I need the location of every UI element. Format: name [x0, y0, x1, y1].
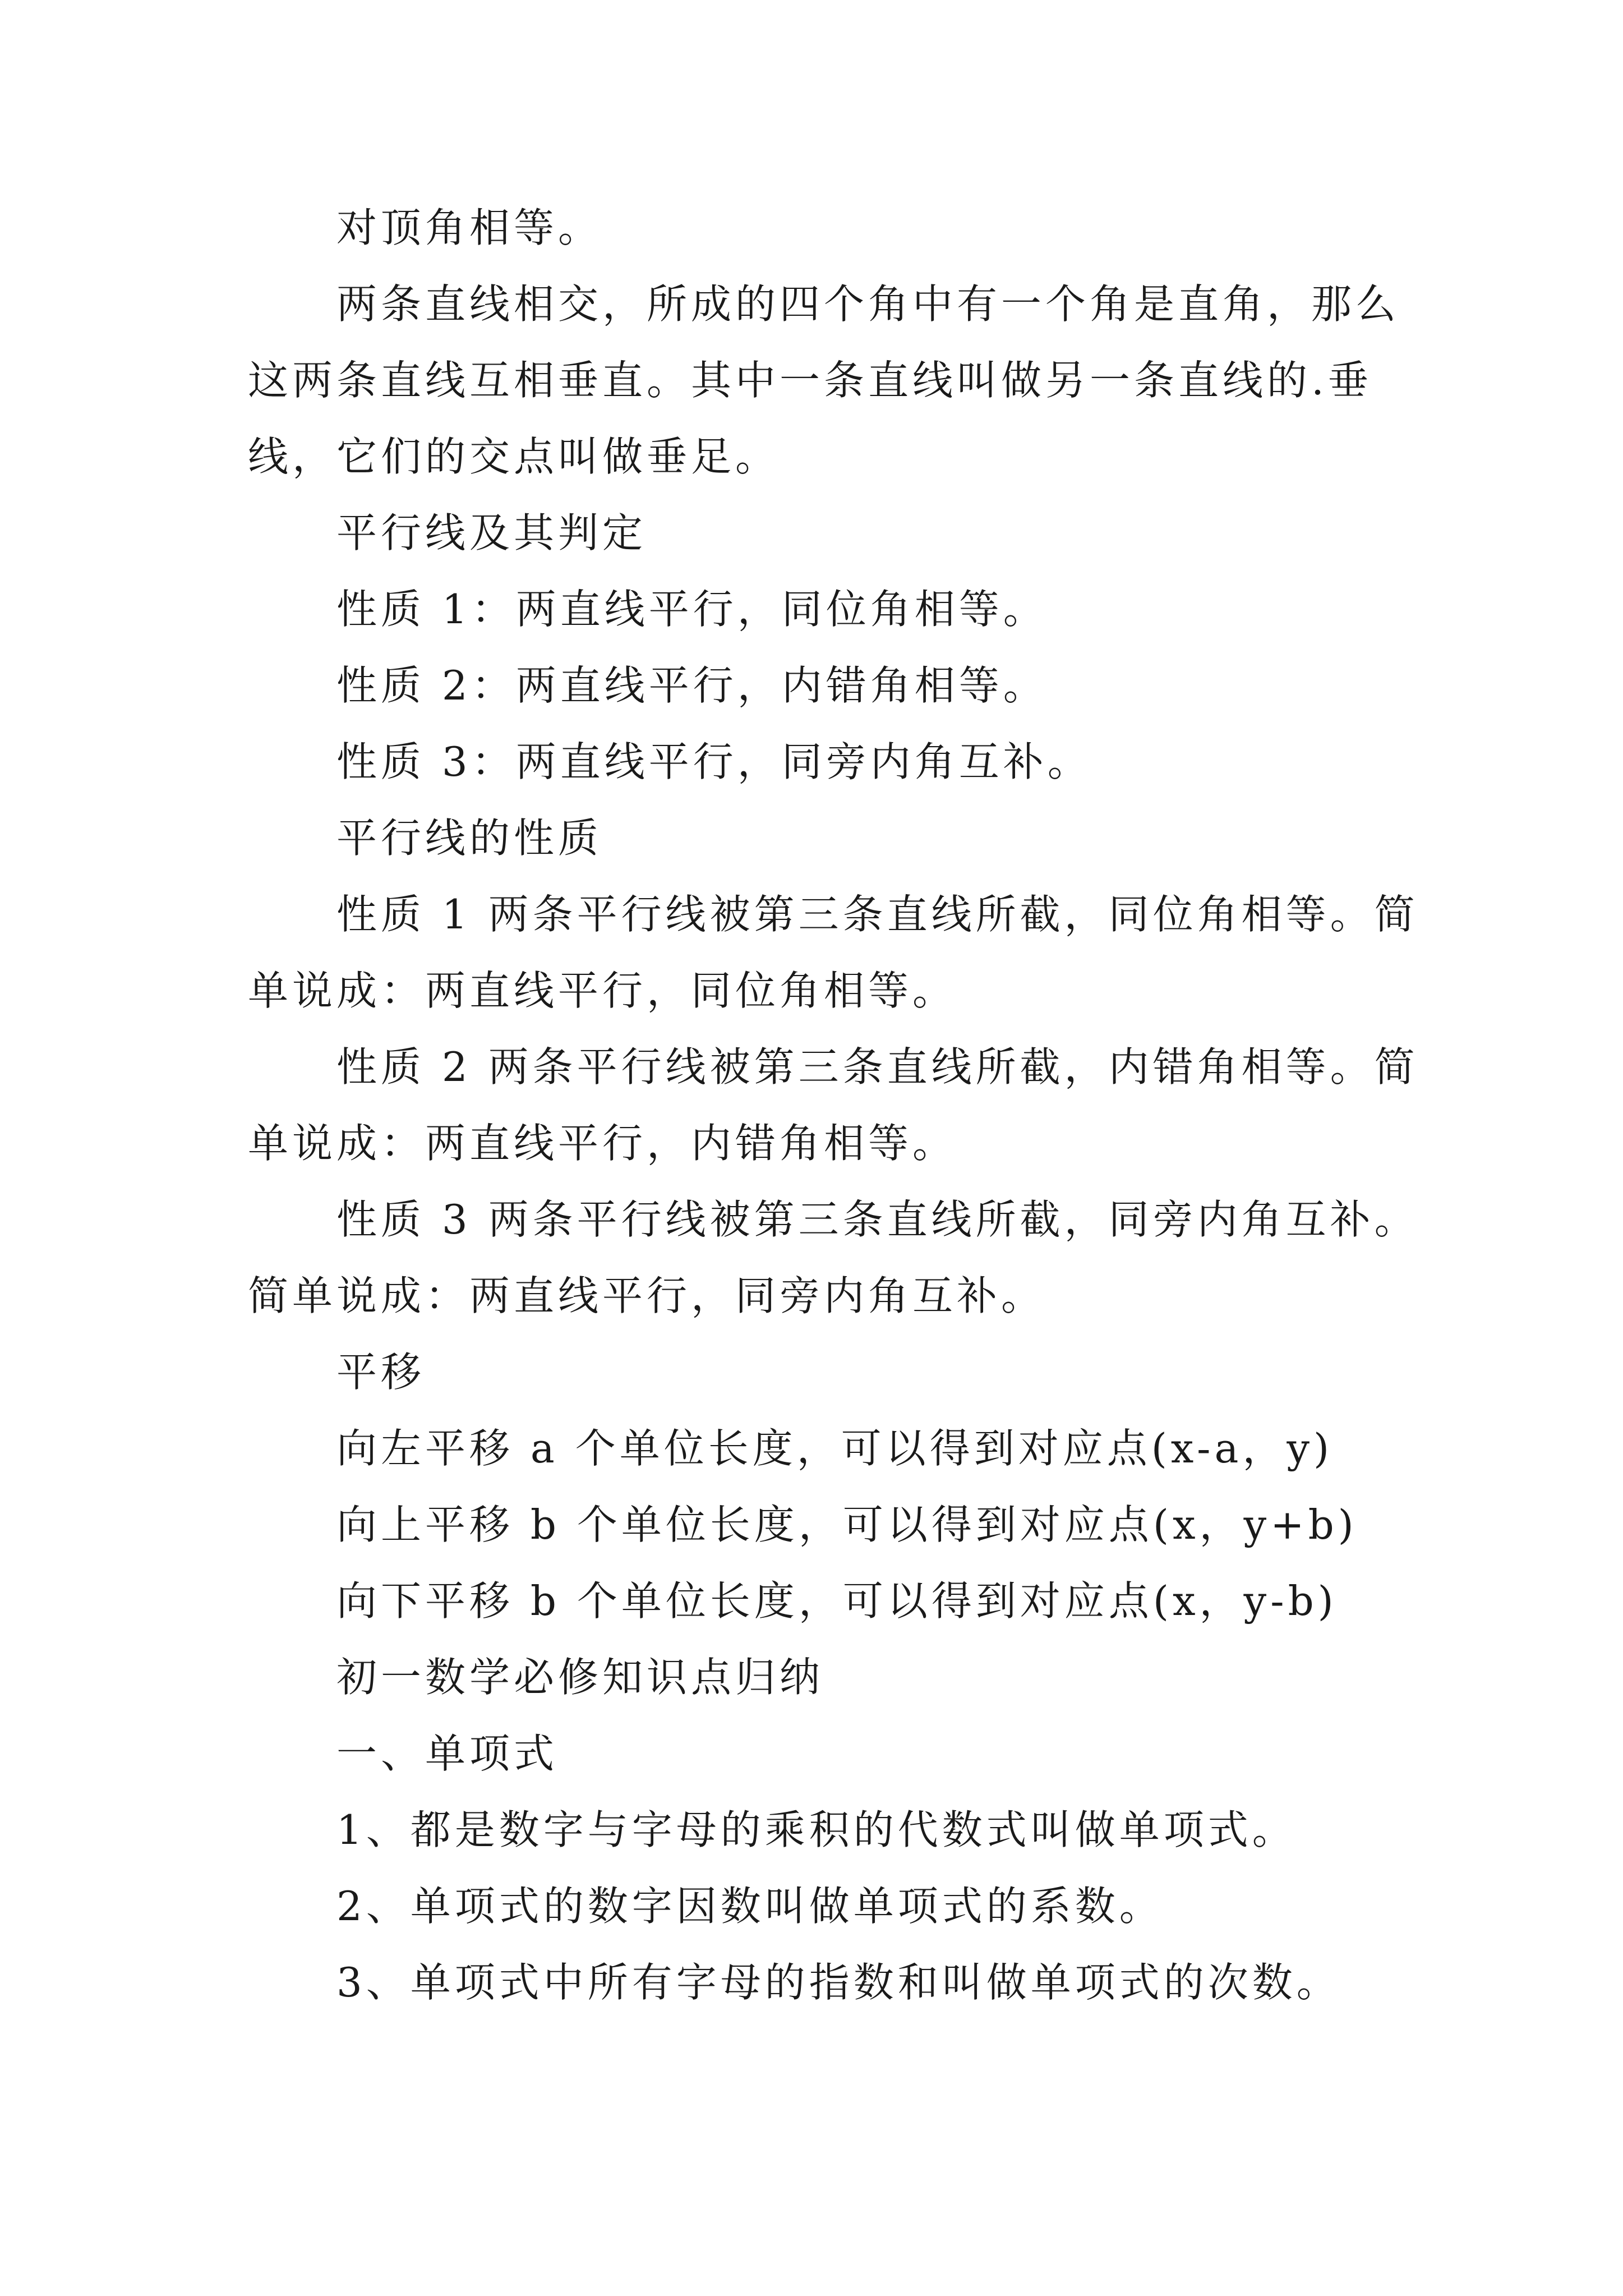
paragraph-line: 单说成：两直线平行，同位角相等。 — [248, 967, 957, 1014]
paragraph-line: 向上平移 b 个单位长度，可以得到对应点(x，y+b) — [336, 1501, 1358, 1548]
paragraph-line: 性质 3 两条平行线被第三条直线所截，同旁内角互补。 — [336, 1196, 1419, 1243]
paragraph-line: 2、单项式的数字因数叫做单项式的系数。 — [336, 1883, 1164, 1930]
paragraph-line: 性质 2：两直线平行，内错角相等。 — [336, 662, 1048, 709]
section-heading: 一、单项式 — [336, 1730, 559, 1777]
paragraph-line: 1、都是数字与字母的乘积的代数式叫做单项式。 — [336, 1806, 1297, 1853]
paragraph-line: 对顶角相等。 — [336, 204, 603, 251]
paragraph-line: 性质 2 两条平行线被第三条直线所截，内错角相等。简 — [336, 1043, 1419, 1091]
section-heading: 平行线及其判定 — [336, 509, 647, 556]
section-heading: 平移 — [336, 1349, 426, 1396]
paragraph-line: 性质 3：两直线平行，同旁内角互补。 — [336, 738, 1092, 785]
section-heading: 初一数学必修知识点归纳 — [336, 1654, 824, 1701]
paragraph-line: 性质 1：两直线平行，同位角相等。 — [336, 586, 1048, 633]
paragraph-line: 两条直线相交，所成的四个角中有一个角是直角，那么 — [336, 280, 1400, 328]
paragraph-line: 这两条直线互相垂直。其中一条直线叫做另一条直线的.垂 — [248, 357, 1372, 404]
paragraph-line: 简单说成：两直线平行，同旁内角互补。 — [248, 1272, 1046, 1319]
paragraph-line: 性质 1 两条平行线被第三条直线所截，同位角相等。简 — [336, 891, 1419, 938]
paragraph-line: 向左平移 a 个单位长度，可以得到对应点(x-a，y) — [336, 1425, 1334, 1472]
paragraph-line: 3、单项式中所有字母的指数和叫做单项式的次数。 — [336, 1959, 1341, 2006]
paragraph-line: 线，它们的交点叫做垂足。 — [248, 433, 780, 480]
paragraph-line: 向下平移 b 个单位长度，可以得到对应点(x，y-b) — [336, 1577, 1338, 1625]
section-heading: 平行线的性质 — [336, 815, 603, 862]
paragraph-line: 单说成：两直线平行，内错角相等。 — [248, 1120, 957, 1167]
